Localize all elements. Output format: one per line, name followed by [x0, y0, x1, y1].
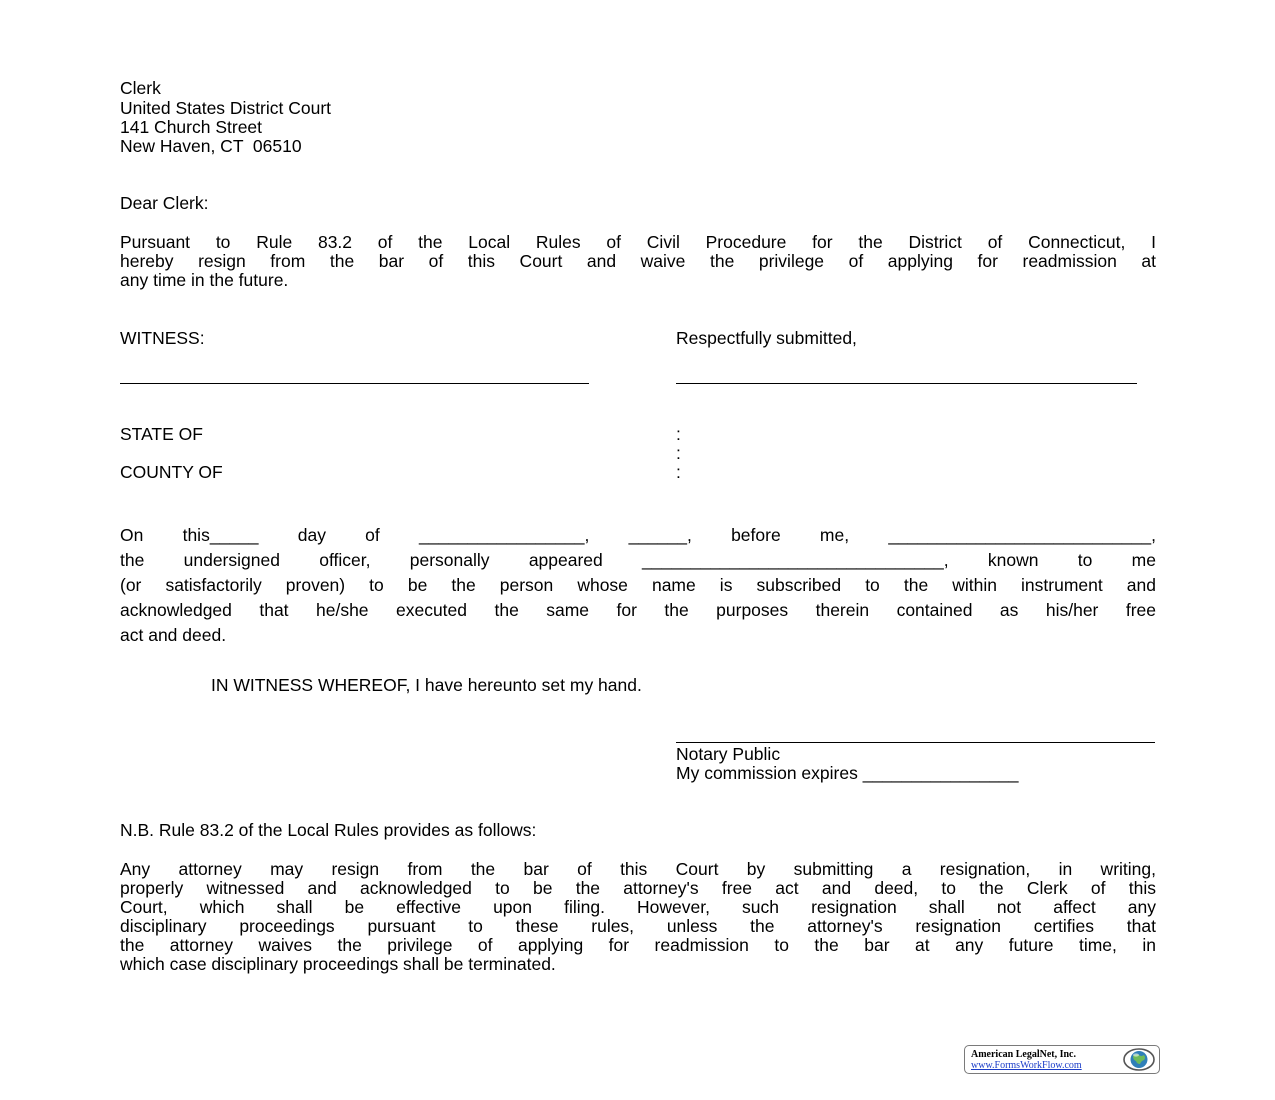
rule-note-line-6: which case disciplinary proceedings shall be terminated.	[120, 954, 556, 974]
witness-signature-line	[120, 383, 589, 384]
address-line-street: 141 Church Street	[120, 117, 263, 137]
venue-colon-2: :	[676, 443, 681, 463]
resignation-line-2: hereby resign from the bar of this Court and waive the privilege of applying for readmission at	[120, 251, 1156, 271]
venue-colon-3: :	[676, 462, 681, 482]
globe-icon	[1122, 1047, 1156, 1072]
rule-note-line-1: Any attorney may resign from the bar of this Court by submitting a resignation, in writing,	[120, 859, 1156, 879]
witness-label: WITNESS:	[120, 328, 205, 348]
rule-note-heading: N.B. Rule 83.2 of the Local Rules provides as follows:	[120, 820, 537, 840]
acknowledgment-line-2: the undersigned officer, personally appeared _______________________________, known to me	[120, 550, 1156, 570]
acknowledgment-line-3: (or satisfactorily proven) to be the person whose name is subscribed to the within instrument and	[120, 575, 1156, 595]
notary-public-label: Notary Public	[676, 744, 781, 764]
county-of-label: COUNTY OF	[120, 462, 223, 482]
notary-signature-line	[676, 742, 1155, 743]
resignation-line-3: any time in the future.	[120, 270, 289, 290]
venue-colon-1: :	[676, 424, 681, 444]
resignation-line-1: Pursuant to Rule 83.2 of the Local Rules of Civil Procedure for the District of Connecticut, I	[120, 232, 1156, 252]
rule-note-line-4: disciplinary proceedings pursuant to these rules, unless the attorney's resignation certifies that	[120, 916, 1156, 936]
american-legalnet-logo[interactable]	[964, 1045, 1160, 1074]
address-line-clerk: Clerk	[120, 78, 161, 98]
respectfully-submitted-label: Respectfully submitted,	[676, 328, 857, 348]
rule-note-line-5: the attorney waives the privilege of applying for readmission to the bar at any future time, in	[120, 935, 1156, 955]
witness-whereof-text: IN WITNESS WHEREOF, I have hereunto set my hand.	[211, 675, 642, 695]
logo-url-link[interactable]: www.FormsWorkFlow.com	[971, 1060, 1082, 1071]
rule-note-line-2: properly witnessed and acknowledged to be the attorney's free act and deed, to the Clerk of this	[120, 878, 1156, 898]
acknowledgment-line-5: act and deed.	[120, 625, 227, 645]
acknowledgment-line-4: acknowledged that he/she executed the same for the purposes therein contained as his/her free	[120, 600, 1156, 620]
rule-note-line-3: Court, which shall be effective upon filing. However, such resignation shall not affect any	[120, 897, 1156, 917]
commission-expires-label: My commission expires ________________	[676, 763, 1019, 783]
state-of-label: STATE OF	[120, 424, 203, 444]
address-line-court: United States District Court	[120, 98, 332, 118]
logo-company-name: American LegalNet, Inc.	[971, 1049, 1076, 1060]
salutation: Dear Clerk:	[120, 193, 209, 213]
attorney-signature-line	[676, 383, 1137, 384]
acknowledgment-line-1: On this_____ day of _________________, ______, before me, ___________________________,	[120, 525, 1156, 545]
address-line-city: New Haven, CT 06510	[120, 136, 302, 156]
